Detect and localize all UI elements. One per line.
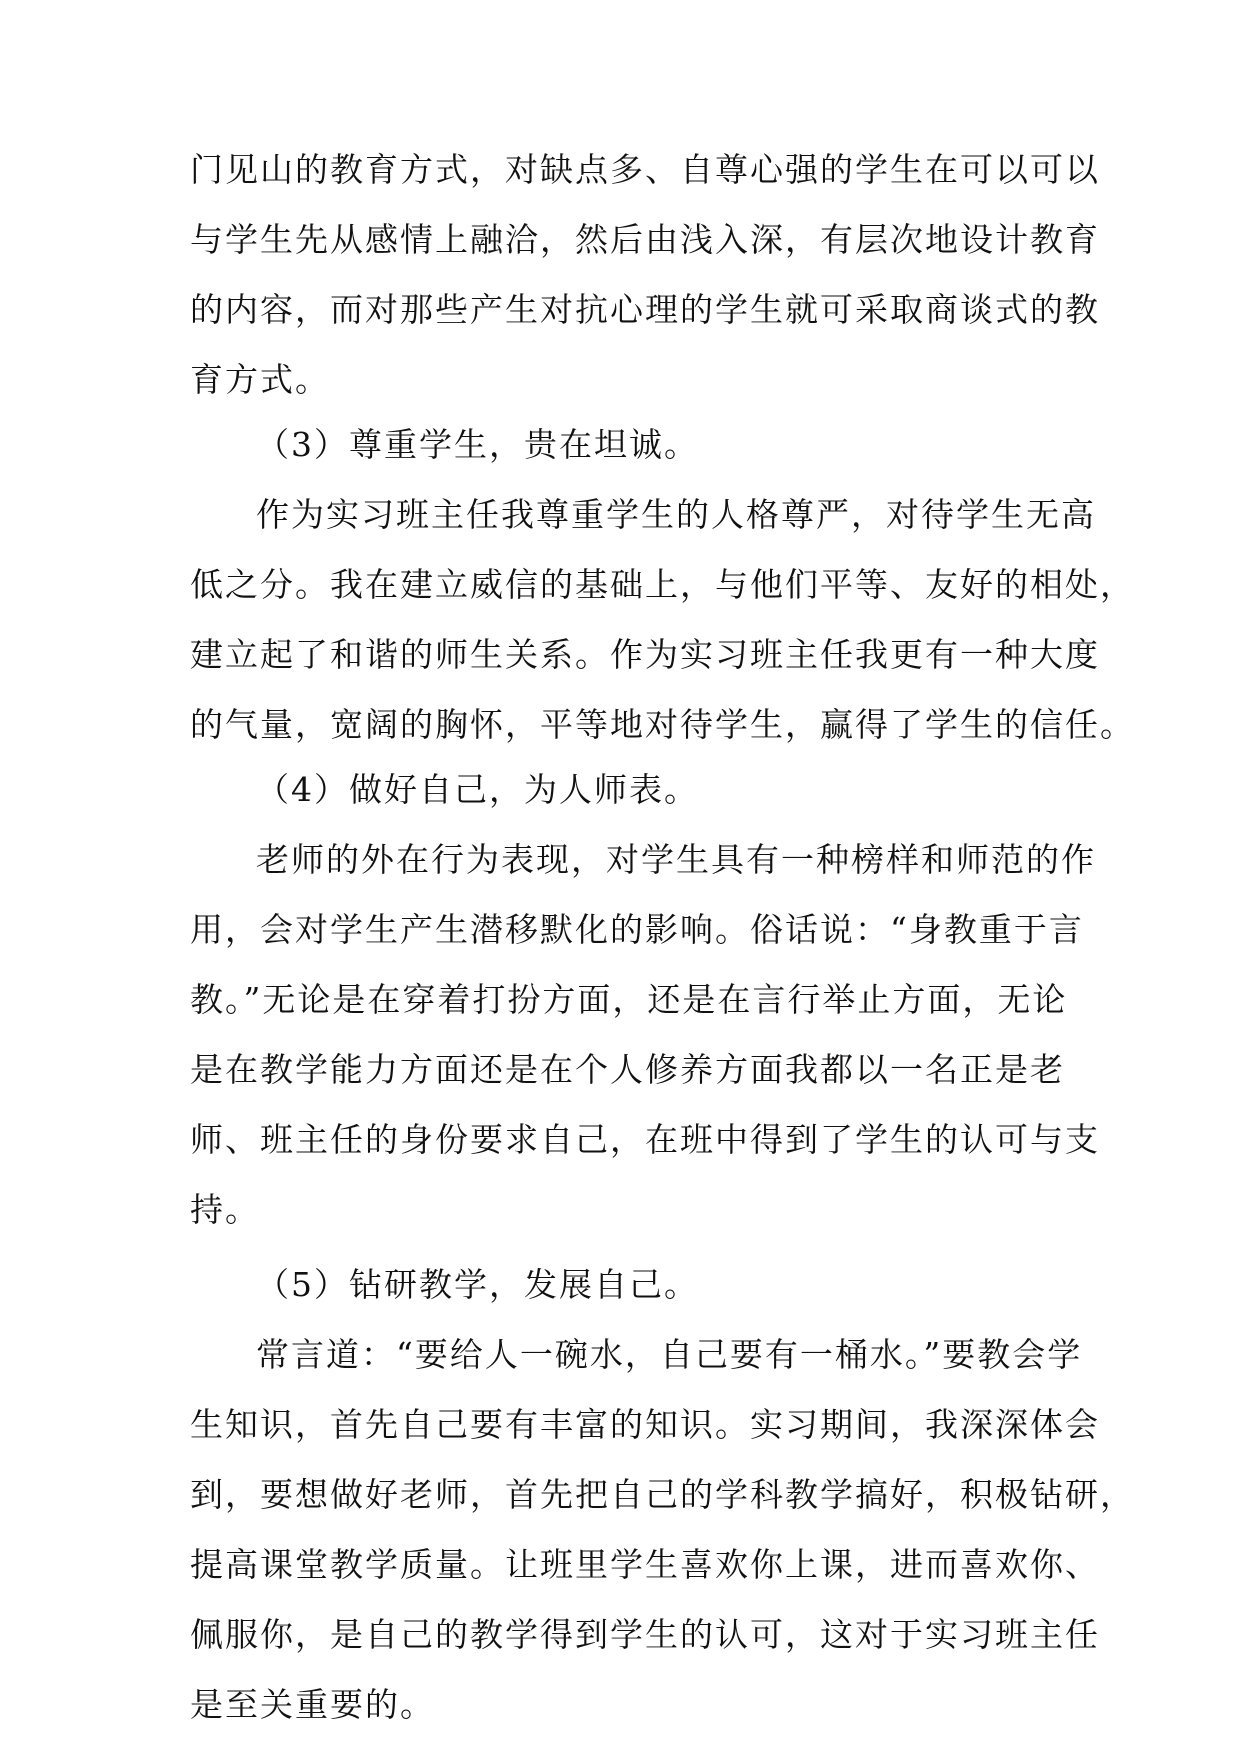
body-text-line: 提高课堂教学质量。让班里学生喜欢你上课，进而喜欢你、 xyxy=(190,1545,1100,1584)
body-text-line: 的内容，而对那些产生对抗心理的学生就可采取商谈式的教 xyxy=(190,290,1100,329)
body-text-line: 佩服你，是自己的教学得到学生的认可，这对于实习班主任 xyxy=(190,1615,1100,1654)
body-text-line: 低之分。我在建立威信的基础上，与他们平等、友好的相处， xyxy=(190,565,1135,604)
section-heading: （3）尊重学生，贵在坦诚。 xyxy=(256,425,699,464)
section-heading: （4）做好自己，为人师表。 xyxy=(256,770,699,809)
paragraph-first-line: 老师的外在行为表现，对学生具有一种榜样和师范的作 xyxy=(256,840,1096,879)
body-text-line: 是在教学能力方面还是在个人修养方面我都以一名正是老 xyxy=(190,1050,1065,1089)
body-text-line: 的气量，宽阔的胸怀，平等地对待学生，赢得了学生的信任。 xyxy=(190,705,1135,744)
body-text-line: 门见山的教育方式，对缺点多、自尊心强的学生在可以可以 xyxy=(190,150,1100,189)
body-text-line: 建立起了和谐的师生关系。作为实习班主任我更有一种大度 xyxy=(190,635,1100,674)
body-text-line: 生知识，首先自己要有丰富的知识。实习期间，我深深体会 xyxy=(190,1405,1100,1444)
body-text-line: 教。”无论是在穿着打扮方面，还是在言行举止方面，无论 xyxy=(190,980,1068,1019)
body-text-line: 师、班主任的身份要求自己，在班中得到了学生的认可与支 xyxy=(190,1120,1100,1159)
body-text-line: 持。 xyxy=(190,1190,260,1229)
section-heading: （5）钻研教学，发展自己。 xyxy=(256,1265,699,1304)
body-text-line: 与学生先从感情上融洽，然后由浅入深，有层次地设计教育 xyxy=(190,220,1100,259)
body-text-line: 用，会对学生产生潜移默化的影响。俗话说：“身教重于言 xyxy=(190,910,1084,949)
body-text-line: 育方式。 xyxy=(190,360,330,399)
paragraph-first-line: 作为实习班主任我尊重学生的人格尊严，对待学生无高 xyxy=(256,495,1096,534)
body-text-line: 到，要想做好老师，首先把自己的学科教学搞好，积极钻研， xyxy=(190,1475,1135,1514)
body-text-line: 是至关重要的。 xyxy=(190,1685,435,1724)
paragraph-first-line: 常言道：“要给人一碗水，自己要有一桶水。”要教会学 xyxy=(256,1335,1083,1374)
